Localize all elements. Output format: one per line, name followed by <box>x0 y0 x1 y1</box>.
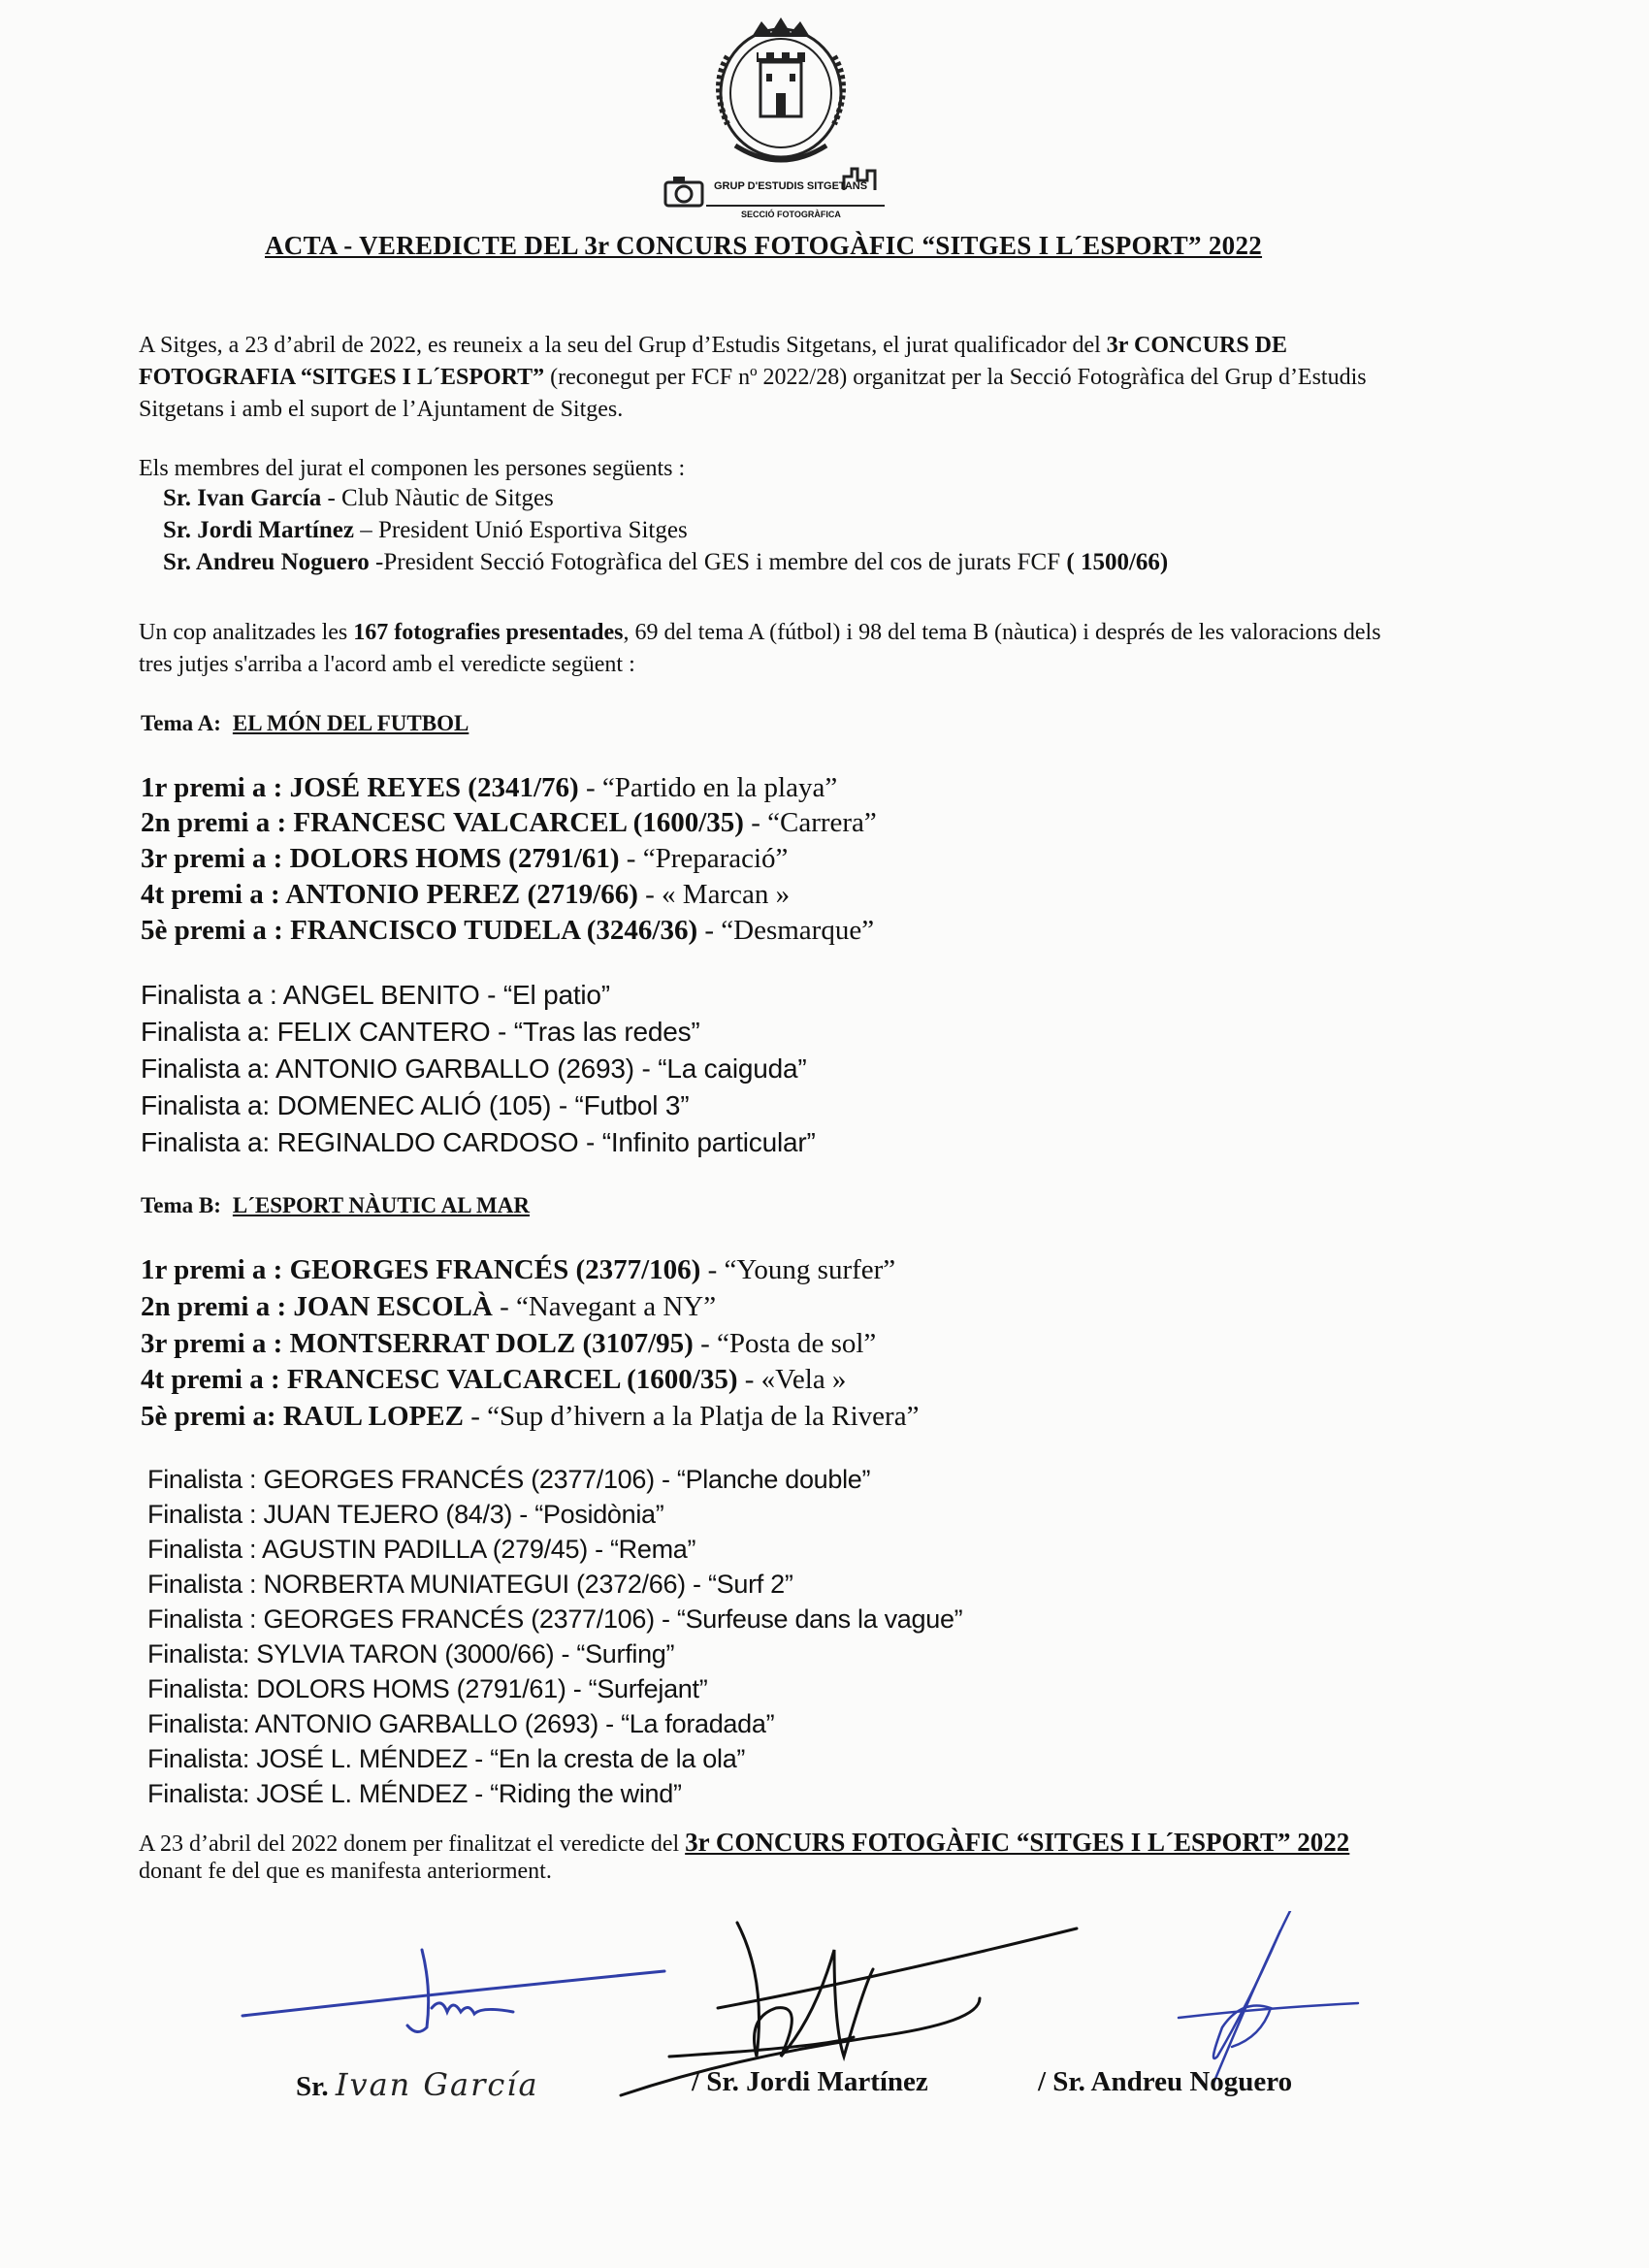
prize-row: 5è premi a : FRANCISCO TUDELA (3246/36) - “Desmarque” <box>141 915 875 946</box>
finalist-row: Finalista a: FELIX CANTERO - “Tras las redes” <box>141 1017 700 1047</box>
signatory-ivan-garcia: Sr. Ivan García <box>296 2066 539 2103</box>
intro-paragraph <box>139 330 1367 426</box>
finalist-row: Finalista: JOSÉ L. MÉNDEZ - “Riding the wind” <box>147 1779 682 1808</box>
signatory-andreu-noguero: / Sr. Andreu Noguero <box>1038 2066 1293 2097</box>
theme-a-heading: Tema A: EL MÓN DEL FUTBOL <box>141 711 469 735</box>
finalist-row: Finalista: JOSÉ L. MÉNDEZ - “En la cresta de la ola” <box>147 1744 746 1773</box>
logo-subcaption: SECCIÓ FOTOGRÀFICA <box>741 210 841 219</box>
organization-logo <box>660 17 902 219</box>
finalist-row: Finalista : NORBERTA MUNIATEGUI (2372/66) - “Surf 2” <box>147 1570 793 1599</box>
jury-member: Sr. Andreu Noguero -President Secció Fotogràfica del GES i membre del cos de jurats FCF ( 1500/66) <box>163 549 1169 575</box>
logo-caption: GRUP D'ESTUDIS SITGETANS <box>714 180 868 192</box>
jury-heading: Els membres del jurat el componen les persones següents : <box>139 456 686 481</box>
analysis-paragraph: Un cop analitzades les 167 fotografies presentades, 69 del tema A (fútbol) i 98 del tema B (nàutica) i després de les valoracions dels tres jutjes s'arriba a l'acord amb el veredicte següent : <box>139 620 1381 677</box>
jury-member: Sr. Ivan García - Club Nàutic de Sitges <box>163 485 554 511</box>
finalist-row: Finalista: DOLORS HOMS (2791/61) - “Surfejant” <box>147 1674 708 1703</box>
handwritten-name: Ivan García <box>335 2066 539 2103</box>
prize-row: 2n premi a : JOAN ESCOLÀ - “Navegant a NY” <box>141 1291 717 1322</box>
intro-line1: A Sitges, a 23 d’abril de 2022, es reuneix a la seu del Grup d’Estudis Sitgetans, el jurat qualificador del <box>139 333 1107 358</box>
prize-row: 3r premi a : MONTSERRAT DOLZ (3107/95) - “Posta de sol” <box>141 1328 877 1359</box>
finalist-row: Finalista: ANTONIO GARBALLO (2693) - “La foradada” <box>147 1709 775 1738</box>
jury-member: Sr. Jordi Martínez – President Unió Esportiva Sitges <box>163 517 688 543</box>
prize-row: 5è premi a: RAUL LOPEZ - “Sup d’hivern a la Platja de la Rivera” <box>141 1401 920 1432</box>
prize-row: 3r premi a : DOLORS HOMS (2791/61) - “Preparació” <box>141 843 789 874</box>
closing-statement: A 23 d’abril del 2022 donem per finalitzat el veredicte del 3r CONCURS FOTOGÀFIC “SITGES I L´ESPORT” 2022 <box>139 1828 1350 1857</box>
theme-b-heading: Tema B: L´ESPORT NÀUTIC AL MAR <box>141 1193 530 1217</box>
prize-row: 1r premi a : JOSÉ REYES (2341/76) - “Partido en la playa” <box>141 772 838 803</box>
finalist-row: Finalista: SYLVIA TARON (3000/66) - “Surfing” <box>147 1639 675 1669</box>
prize-row: 1r premi a : GEORGES FRANCÉS (2377/106) - “Young surfer” <box>141 1254 896 1285</box>
finalist-row: Finalista a: ANTONIO GARBALLO (2693) - “La caiguda” <box>141 1053 807 1084</box>
intro-contest-name: 3r CONCURS DE <box>1106 333 1287 358</box>
signatory-jordi-martinez: / Sr. Jordi Martínez <box>692 2066 928 2097</box>
prize-row: 4t premi a : FRANCESC VALCARCEL (1600/35) - «Vela » <box>141 1364 847 1395</box>
finalist-row: Finalista : GEORGES FRANCÉS (2377/106) - “Surfeuse dans la vague” <box>147 1604 963 1634</box>
finalist-row: Finalista a : ANGEL BENITO - “El patio” <box>141 980 610 1010</box>
intro-line2: (reconegut per FCF nº 2022/28) organitzat per la Secció Fotogràfica del Grup d’Estudis <box>544 365 1367 390</box>
signatures-area <box>0 1911 1649 2134</box>
signature-andreu-noguero <box>1179 1911 1358 2086</box>
intro-contest-title: FOTOGRAFIA “SITGES I L´ESPORT” <box>139 365 545 390</box>
finalist-row: Finalista : GEORGES FRANCÉS (2377/106) - “Planche double” <box>147 1465 871 1494</box>
finalist-row: Finalista : AGUSTIN PADILLA (279/45) - “Rema” <box>147 1535 696 1564</box>
signature-ivan-garcia <box>242 1950 664 2032</box>
prize-row: 4t premi a : ANTONIO PEREZ (2719/66) - « Marcan » <box>141 879 791 910</box>
intro-line3: Sitgetans i amb el suport de l’Ajuntament de Sitges. <box>139 397 624 422</box>
finalist-row: Finalista a: DOMENEC ALIÓ (105) - “Futbol 3” <box>141 1090 690 1120</box>
finalist-row: Finalista a: REGINALDO CARDOSO - “Infinito particular” <box>141 1127 816 1157</box>
document-title: ACTA - VEREDICTE DEL 3r CONCURS FOTOGÀFIC “SITGES I L´ESPORT” 2022 <box>265 231 1263 260</box>
prize-row: 2n premi a : FRANCESC VALCARCEL (1600/35) - “Carrera” <box>141 807 877 838</box>
finalist-row: Finalista : JUAN TEJERO (84/3) - “Posidònia” <box>147 1500 664 1529</box>
closing-line2: donant fe del que es manifesta anteriorment. <box>139 1859 552 1884</box>
